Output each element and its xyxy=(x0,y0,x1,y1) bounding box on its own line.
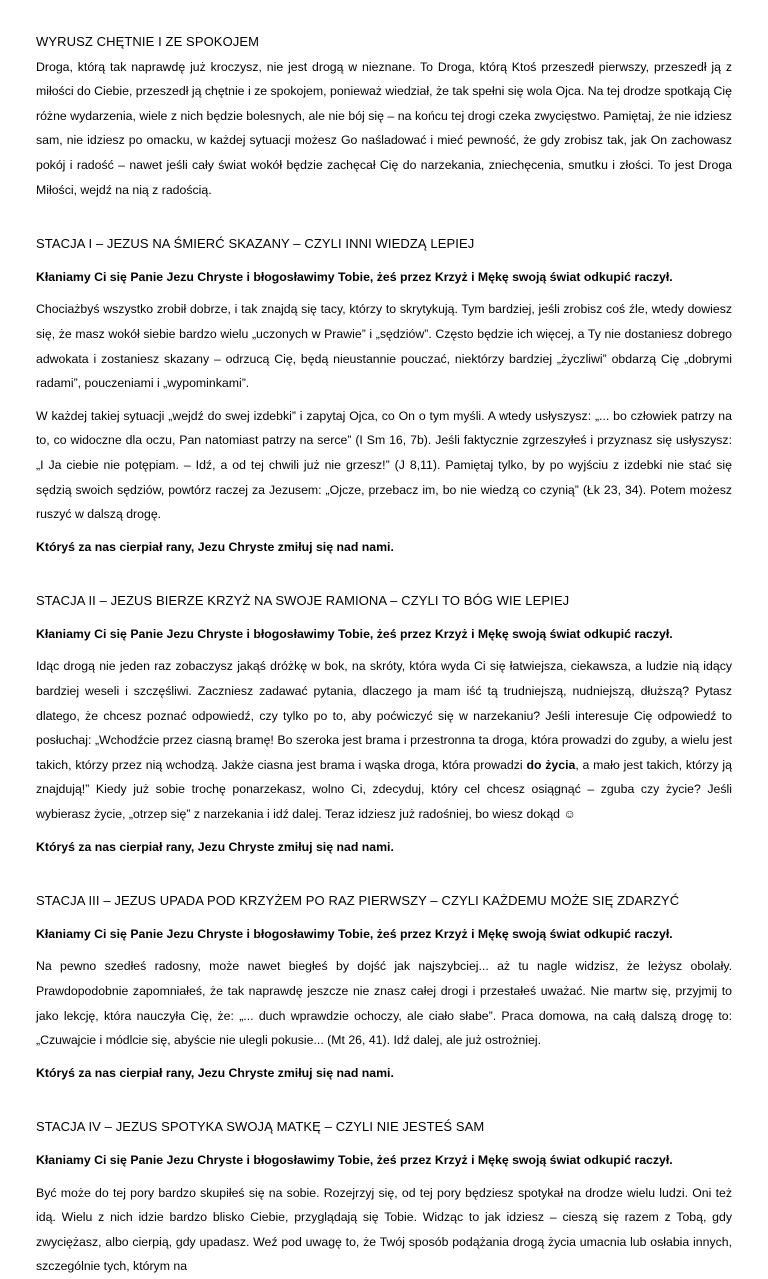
station-1-paragraph-1: Chociażbyś wszystko zrobił dobrze, i tak znajdą się tacy, którzy to skrytykują. Tym bardziej, jeśli zrobisz coś źle, wtedy dowiesz się, że masz wokół siebie bardzo wielu „uczonych w Prawie” i „sędziów”. Często będzie ich więcej, a Ty nie dostaniesz dobrego adwokata i zostaniesz skazany – odrzucą Cię, będą nieustannie pouczać, niektórzy bardziej „życzliwi” obdarzą Cię „dobrymi radami”, pouczeniami i „wypominkami”. xyxy=(36,302,732,391)
station-1-paragraph-2: W każdej takiej sytuacji „wejdź do swej izdebki” i zapytaj Ojca, co On o tym myśli. A wtedy usłyszysz: „... bo człowiek patrzy na to, co widoczne dla oczu, Pan natomiast patrzy na serce” (I Sm 16, 7b). Jeśli faktycznie zgrzeszyłeś i przyznasz się usłyszysz: „I Ja ciebie nie potępiam. – Idź, a od tej chwili już nie grzesz!” (J 8,11). Pamiętaj tylko, by po wyjściu z izdebki nie stać się sędzią swoich sędziów, powtórz raczej za Jezusem: „Ojcze, przebacz im, bo nie wiedzą co czynią” (Łk 23, 34). Potem możesz ruszyć w dalszą drogę. xyxy=(36,408,732,522)
document-page xyxy=(36,30,732,1279)
station-3-closing: Któryś za nas cierpiał rany, Jezu Chryste zmiłuj się nad nami. xyxy=(36,1065,394,1080)
intro-text: Droga, którą tak naprawdę już kroczysz, nie jest drogą w nieznane. To Droga, którą Ktoś przeszedł pierwszy, przeszedł ją z miłości do Ciebie, przeszedł ją chętnie i ze spokojem, ponieważ wiedział, że tak spełni się wola Ojca. Na tej drodze spotkają Cię różne wydarzenia, wiele z nich będzie bolesnych, ale nie bój się – na końcu tej drogi czeka zwycięstwo. Pamiętaj, że nie idziesz sam, nie idziesz po omacku, w każdej sytuacji możesz Go naśladować i mieć pewność, że gdy zrobisz tak, jak On zachowasz pokój i radość – nawet jeśli cały świat wokół będzie zachęcał Cię do narzekania, zniechęcenia, smutku i złości. To jest Droga Miłości, wejdź na nią z radością. xyxy=(36,59,732,197)
station-4-paragraph-1: Być może do tej pory bardzo skupiłeś się na sobie. Rozejrzyj się, od tej pory będziesz spotykał na drodze wielu ludzi. Oni też idą. Wielu z nich idzie bardzo blisko Ciebie, przyglądają się Tobie. Widząc to jak idziesz – cieszą się razem z Tobą, gdy zwyciężasz, albo cierpią, gdy upadasz. Weź pod uwagę to, że Twój sposób podążania drogą życia umacnia lub osłabia innych, szczególnie tych, którym na xyxy=(36,1185,732,1274)
station-2-text-part-1: Idąc drogą nie jeden raz zobaczysz jakąś dróżkę w bok, na skróty, która wyda Ci się łatwiejsza, ciekawsza, a ludzie nią idący bardziej weseli i szczęśliwi. Zaczniesz zadawać pytania, dlaczego ja mam iść tą trudniejszą, nudniejszą, dłuższą? Pytasz dlatego, że chcesz poznać odpowiedź, czy tylko po to, aby poćwiczyć się w narzekaniu? Jeśli interesuje Cię odpowiedź to posłuchaj: „Wchodźcie przez ciasną bramę! Bo szeroka jest brama i przestronna ta droga, która prowadzi do zguby, a wielu jest takich, którzy przez nią wchodzą. Jakże ciasna jest brama i wąska droga, która prowadzi xyxy=(36,659,732,772)
station-3-prayer: Kłaniamy Ci się Panie Jezu Chryste i błogosławimy Tobie, żeś przez Krzyż i Mękę swoją świat odkupić raczył. xyxy=(36,926,673,941)
station-2-prayer: Kłaniamy Ci się Panie Jezu Chryste i błogosławimy Tobie, żeś przez Krzyż i Mękę swoją świat odkupić raczył. xyxy=(36,626,673,641)
station-2-title: STACJA II – JEZUS BIERZE KRZYŻ NA SWOJE RAMIONA – CZYLI TO BÓG WIE LEPIEJ xyxy=(36,593,570,609)
station-4-title: STACJA IV – JEZUS SPOTYKA SWOJĄ MATKĘ – CZYLI NIE JESTEŚ SAM xyxy=(36,1119,485,1135)
station-2-text-emphasis: do życia xyxy=(526,757,576,772)
station-1-closing: Któryś za nas cierpiał rany, Jezu Chryste zmiłuj się nad nami. xyxy=(36,539,394,554)
station-2-closing: Któryś za nas cierpiał rany, Jezu Chryste zmiłuj się nad nami. xyxy=(36,839,394,854)
station-1-prayer: Kłaniamy Ci się Panie Jezu Chryste i błogosławimy Tobie, żeś przez Krzyż i Mękę swoją świat odkupić raczył. xyxy=(36,269,673,284)
station-4-prayer: Kłaniamy Ci się Panie Jezu Chryste i błogosławimy Tobie, żeś przez Krzyż i Mękę swoją świat odkupić raczył. xyxy=(36,1152,673,1167)
intro-title: WYRUSZ CHĘTNIE I ZE SPOKOJEM xyxy=(36,34,260,49)
station-3-title: STACJA III – JEZUS UPADA POD KRZYŻEM PO RAZ PIERWSZY – CZYLI KAŻDEMU MOŻE SIĘ ZDARZYĆ xyxy=(36,893,680,909)
station-1-title: STACJA I – JEZUS NA ŚMIERĆ SKAZANY – CZYLI INNI WIEDZĄ LEPIEJ xyxy=(36,236,475,252)
station-2-text-part-2: , a mało jest takich, którzy ją znajdują!” Kiedy już sobie trochę ponarzekasz, wolno Ci, zdecyduj, który cel chcesz osiągnąć – zguba czy życie? Jeśli wybierasz życie, „otrzep się” z narzekania i idź dalej. Teraz idziesz już radośniej, bo wiesz dokąd ☺ xyxy=(36,757,732,822)
station-2-paragraph-1 xyxy=(36,654,732,826)
station-3-paragraph-1: Na pewno szedłeś radosny, może nawet biegłeś by dojść jak najszybciej... aż tu nagle widzisz, że leżysz obolały. Prawdopodobnie zapomniałeś, że tak naprawdę jeszcze nie znasz całej drogi i przestałeś uważać. Nie martw się, przyjmij to jako lekcję, która nauczyła Cię, że: „... duch wprawdzie ochoczy, ale ciało słabe”. Praca domowa, na całą dalszą drogę to: „Czuwajcie i módlcie się, abyście nie ulegli pokusie... (Mt 26, 41). Idź dalej, ale już ostrożniej. xyxy=(36,959,732,1048)
